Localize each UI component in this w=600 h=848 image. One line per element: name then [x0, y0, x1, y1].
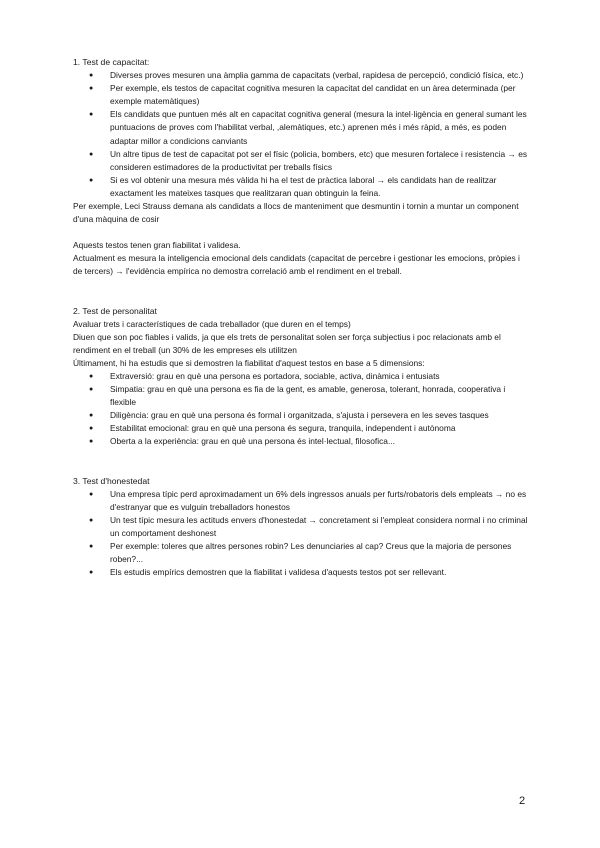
list-item: ● Oberta a la experiència: grau en què una persona és intel·lectual, filosofica...	[73, 435, 531, 448]
section-honestedat	[73, 475, 531, 580]
paragraph-reliability: Aquests testos tenen gran fiabilitat i validesa.	[73, 240, 241, 251]
list-item: ● Diverses proves mesuren una àmplia gamma de capacitats (verbal, rapidesa de percepció, condició física, etc.)	[73, 69, 531, 82]
list-item: ● Estabilitat emocional: grau en què una persona és segura, tranquila, independent i autònoma	[73, 422, 531, 435]
document-page	[73, 56, 531, 579]
bullet-list-personalitat	[73, 370, 531, 449]
page-number: 2	[519, 795, 526, 807]
list-item: ● Els candidats que puntuen més alt en capacitat cognitiva general (mesura la intel·ligència en general sumant les puntuacions de proves com l'habilitat verbal, ,alemàtiques, etc.) aprenen més i més ràpid, a més, es poden adaptar millor a condicions canviants	[73, 108, 531, 147]
paragraph-dimensions: Últimament, hi ha estudis que si demostren la fiabilitat d'aquest testos en base a 5 dimensions:	[73, 357, 425, 368]
bullet-list-capacitat	[73, 69, 531, 200]
bullet-list-honestedat	[73, 488, 531, 580]
section-title-personalitat: 2. Test de personalitat	[73, 305, 157, 316]
paragraph-example: Per exemple, Leci Strauss demana als candidats a llocs de manteniment que desmuntin i tornin a muntar un component d'una màquina de cosir	[73, 201, 519, 225]
section-personalitat	[73, 305, 531, 449]
list-item: ● Simpatia: grau en què una persona es fia de la gent, es amable, generosa, tolerant, honrada, cooperativa i flexible	[73, 383, 531, 409]
paragraph-traits: Avaluar trets i característiques de cada treballador (que duren en el temps)	[73, 318, 351, 329]
section-title-honestedat: 3. Test d'honestedat	[73, 475, 150, 486]
list-item: ● Un test típic mesura les actituds envers d'honestedat → concretament si l'empleat considera normal i no criminal un comportament deshonest	[73, 514, 531, 540]
list-item: ● Els estudis empírics demostren que la fiabilitat i validesa d'aquests testos pot ser rellevant.	[73, 566, 531, 579]
list-item: ● Per exemple: toleres que altres persones robin? Les denunciaries al cap? Creus que la majoria de persones roben?...	[73, 540, 531, 566]
list-item: ● Una empresa típic perd aproximadament un 6% dels ingressos anuals per furts/robatoris dels empleats → no es d'estranyar que es vulguin treballadors honestos	[73, 488, 531, 514]
paragraph-reliability-personality: Diuen que son poc fiables i valids, ja que els trets de personalitat solen ser força subjectius i poc relacionats amb el rendiment en el treball (un 30% de les empreses els utilitzen	[73, 331, 501, 355]
paragraph-emotional-intelligence: Actualment es mesura la inteligencia emocional dels candidats (capacitat de percebre i gestionar les emocions, pròpies i de tercers) → l'evidència empírica no demostra correlació amb el rendiment en el treball.	[73, 253, 520, 277]
list-item: ● Diligència: grau en què una persona és formal i organitzada, s'ajusta i persevera en les seves tasques	[73, 409, 531, 422]
section-title-capacitat: 1. Test de capacitat:	[73, 57, 150, 67]
list-item: ● Un altre tipus de test de capacitat pot ser el físic (policia, bombers, etc) que mesuren fortalece i resistencia → es consideren estimadores de la productivitat per treballs físics	[73, 148, 531, 174]
section-capacitat	[73, 56, 531, 279]
list-item: ● Extraversió: grau en què una persona es portadora, sociable, activa, dinàmica i entusiats	[73, 370, 531, 383]
list-item: ● Per exemple, els testos de capacitat cognitiva mesuren la capacitat del candidat en un àrea determinada (per exemple matemàtiques)	[73, 82, 531, 108]
list-item: ● Si es vol obtenir una mesura més vàlida hi ha el test de pràctica laboral → els candidats han de realitzar exactament les mateixes tasques que realitzaran quan obtinguin la feina.	[73, 174, 531, 200]
